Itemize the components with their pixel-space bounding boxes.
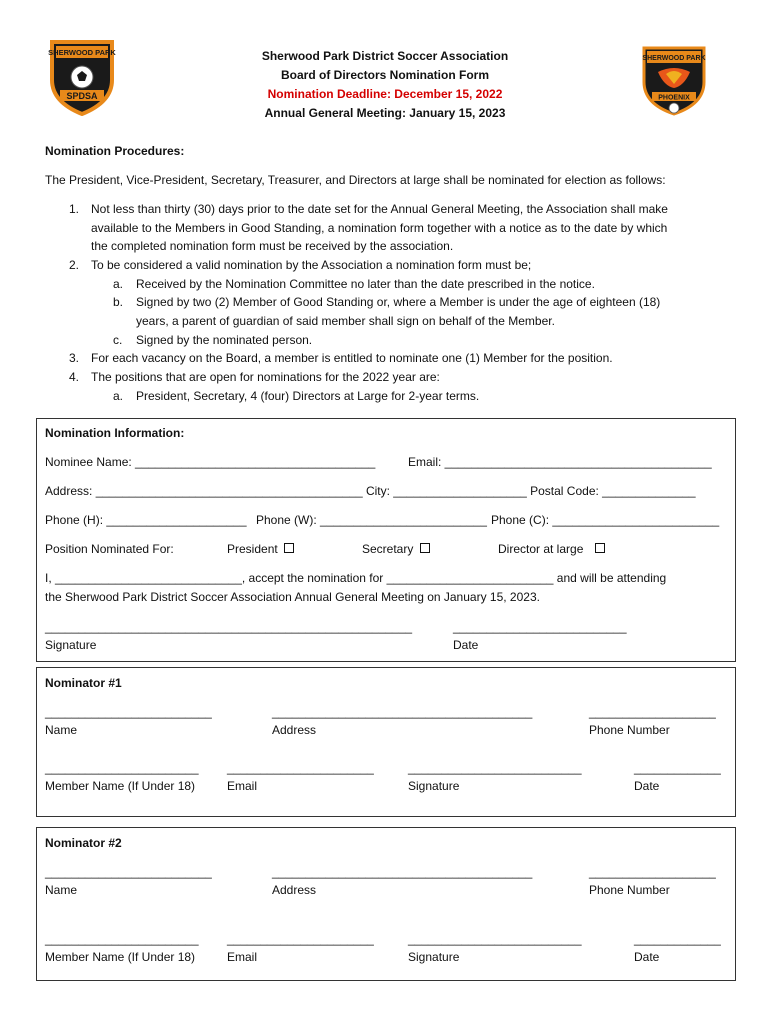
- signature-label: Signature: [408, 779, 460, 793]
- nominator-2-phone-line[interactable]: ___________________: [589, 865, 716, 879]
- secretary-checkbox[interactable]: [420, 543, 430, 553]
- procedure-item-4a: President, Secretary, 4 (four) Directors at Large for 2-year terms.: [136, 389, 480, 403]
- svg-text:SHERWOOD PARK: SHERWOOD PARK: [642, 55, 706, 62]
- address-label: Address: [272, 723, 317, 737]
- date-label: Date: [634, 950, 660, 964]
- nominator-2-title: Nominator #2: [45, 836, 122, 850]
- nominator-2-email-line[interactable]: ______________________: [227, 932, 374, 946]
- nominator-2-signature-line[interactable]: __________________________: [408, 932, 582, 946]
- svg-text:SPDSA: SPDSA: [66, 91, 98, 101]
- list-letter: b.: [113, 295, 124, 309]
- position-president-label: President: [227, 542, 278, 556]
- phone-number-label: Phone Number: [589, 883, 670, 897]
- procedure-item-1: Not less than thirty (30) days prior to the date set for the Annual General Meeting, the Association shall make: [91, 202, 668, 216]
- phoenix-logo: [636, 42, 712, 118]
- address-label: Address: [272, 883, 317, 897]
- nominator-1-signature-line[interactable]: __________________________: [408, 761, 582, 775]
- phone-cell-field[interactable]: Phone (C): _________________________: [491, 513, 720, 527]
- nomination-info-title: Nomination Information:: [45, 426, 185, 440]
- agm-date: Annual General Meeting: January 15, 2023: [264, 106, 506, 120]
- signature-label: Signature: [408, 950, 460, 964]
- list-number: 3.: [69, 351, 80, 365]
- email-label: Email: [227, 950, 258, 964]
- nominator-1-member-line[interactable]: _______________________: [45, 761, 199, 775]
- date-label: Date: [453, 638, 479, 652]
- signature-label: Signature: [45, 638, 97, 652]
- procedure-item-2: To be considered a valid nomination by the Association a nomination form must be;: [91, 258, 532, 272]
- nominator-1-date-line[interactable]: _____________: [634, 761, 721, 775]
- list-letter: a.: [113, 389, 124, 403]
- acceptance-statement[interactable]: I, ____________________________, accept the nomination for _________________________ and will be attending: [45, 571, 667, 585]
- nominee-signature-line[interactable]: _______________________________________________________: [45, 620, 413, 634]
- email-label: Email: [227, 779, 258, 793]
- nominator-1-name-line[interactable]: _________________________: [45, 705, 212, 719]
- nomination-deadline: Nomination Deadline: December 15, 2022: [267, 87, 503, 101]
- nominee-date-line[interactable]: __________________________: [453, 620, 627, 634]
- position-director-label: Director at large: [498, 542, 584, 556]
- list-letter: a.: [113, 277, 124, 291]
- procedure-item-2b: Signed by two (2) Member of Good Standing or, where a Member is under the age of eighteen (18): [136, 295, 661, 309]
- member-name-label: Member Name (If Under 18): [45, 779, 196, 793]
- list-number: 1.: [69, 202, 80, 216]
- nominator-2-name-line[interactable]: _________________________: [45, 865, 212, 879]
- list-number: 2.: [69, 258, 80, 272]
- procedure-item-4: The positions that are open for nominations for the 2022 year are:: [91, 370, 440, 384]
- president-checkbox[interactable]: [284, 543, 294, 553]
- nominee-address-field[interactable]: Address: ________________________________________ City: ____________________ Postal Code: ______________: [45, 484, 696, 498]
- nominee-email-field[interactable]: Email: ________________________________________: [408, 455, 712, 469]
- nominator-1-section: [36, 667, 736, 817]
- acceptance-statement-cont: the Sherwood Park District Soccer Association Annual General Meeting on January 15, 2023.: [45, 590, 540, 604]
- position-label: Position Nominated For:: [45, 542, 174, 556]
- phone-home-field[interactable]: Phone (H): _____________________: [45, 513, 247, 527]
- procedures-intro: The President, Vice-President, Secretary, Treasurer, and Directors at large shall be nominated for election as follows:: [45, 173, 666, 187]
- nominator-1-phone-line[interactable]: ___________________: [589, 705, 716, 719]
- procedure-item-2a: Received by the Nomination Committee no later than the date prescribed in the notice.: [136, 277, 595, 291]
- nominator-2-member-line[interactable]: _______________________: [45, 932, 199, 946]
- procedure-item-1-cont: available to the Members in Good Standing, a nomination form together with a notice as to the date by which: [91, 221, 668, 235]
- spdsa-logo: [44, 36, 120, 116]
- nominator-1-title: Nominator #1: [45, 676, 122, 690]
- date-label: Date: [634, 779, 660, 793]
- phone-work-field[interactable]: Phone (W): _________________________: [256, 513, 487, 527]
- svg-text:PHOENIX: PHOENIX: [658, 94, 690, 102]
- nominator-2-date-line[interactable]: _____________: [634, 932, 721, 946]
- nominator-1-address-line[interactable]: _______________________________________: [272, 705, 533, 719]
- nominee-name-field[interactable]: Nominee Name: ____________________________________: [45, 455, 376, 469]
- procedures-title: Nomination Procedures:: [45, 144, 185, 158]
- procedure-item-2c: Signed by the nominated person.: [136, 333, 313, 347]
- director-checkbox[interactable]: [595, 543, 605, 553]
- nominator-2-address-line[interactable]: _______________________________________: [272, 865, 533, 879]
- position-secretary-label: Secretary: [362, 542, 414, 556]
- member-name-label: Member Name (If Under 18): [45, 950, 196, 964]
- phone-number-label: Phone Number: [589, 723, 670, 737]
- procedure-item-1-cont: the completed nomination form must be received by the association.: [91, 239, 454, 253]
- form-title-org: Sherwood Park District Soccer Association: [261, 49, 509, 63]
- name-label: Name: [45, 883, 78, 897]
- nominator-1-email-line[interactable]: ______________________: [227, 761, 374, 775]
- name-label: Name: [45, 723, 78, 737]
- form-title: Board of Directors Nomination Form: [280, 68, 489, 82]
- list-number: 4.: [69, 370, 80, 384]
- list-letter: c.: [113, 333, 123, 347]
- procedure-item-3: For each vacancy on the Board, a member is entitled to nominate one (1) Member for the position.: [91, 351, 613, 365]
- svg-text:SHERWOOD PARK: SHERWOOD PARK: [48, 48, 116, 57]
- procedure-item-2b-cont: years, a parent of guardian of said member shall sign on behalf of the Member.: [136, 314, 555, 328]
